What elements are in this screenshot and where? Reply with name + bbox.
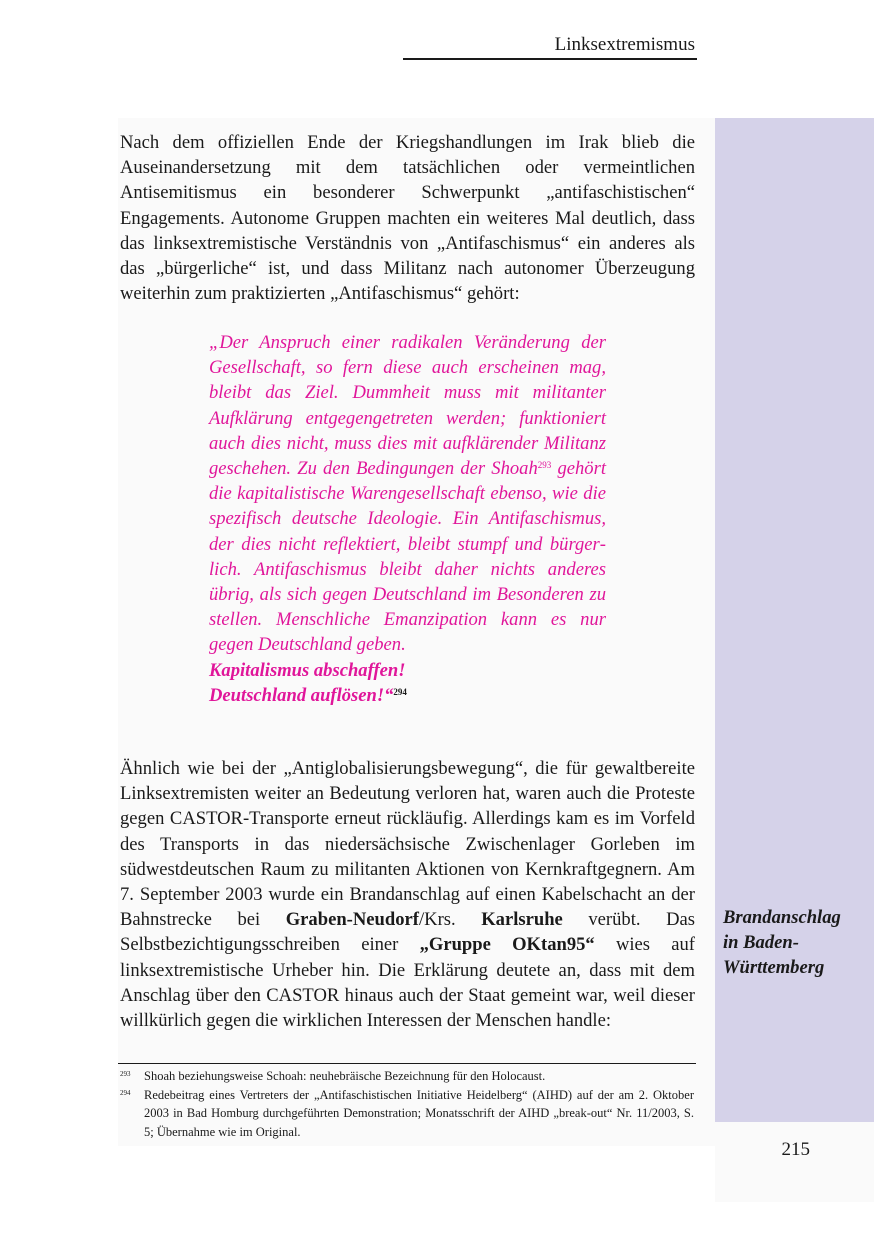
footnote-number: 294 bbox=[120, 1088, 131, 1097]
paragraph-2-text-1: Ähnlich wie bei der „Antiglobalisierungsbewegung“, die für gewaltbereite Linksextremisten weiter an Bedeutung verloren hat, waren auch die Proteste gegen CASTOR-Transporte erneut rückläufig. Allerdings kam es im Vorfeld des Transports in das niedersächsische Zwischenlager Gorleben im südwestdeutschen Raum zu militanten Aktionen von Kernkraftgegnern. Am 7. September 2003 wurde ein Brandanschlag auf einen Kabelschacht an der Bahnstrecke bei bbox=[120, 758, 695, 931]
quote-slogan-1: Kapitalismus abschaffen! bbox=[209, 659, 406, 681]
footnote-text: Shoah beziehungsweise Schoah: neuhebräische Bezeichnung für den Holocaust. bbox=[144, 1069, 546, 1083]
margin-note-line-1: Brandanschlag bbox=[723, 907, 841, 928]
footnote-rule bbox=[118, 1063, 696, 1064]
place-karlsruhe: Karlsruhe bbox=[481, 909, 563, 931]
footnote-text: Redebeitrag eines Vertreters der „Antifaschistischen Initiative Heidelberg“ (AIHD) auf der am 2. Oktober 2003 in Bad Homburg durchgeführten Demonstration; Monatsschrift der AIHD „break-out“ Nr. 11/2003, S. 5; Übernahme wie im Original. bbox=[144, 1087, 694, 1139]
paragraph-2 bbox=[120, 756, 695, 1033]
page-number-box bbox=[715, 1122, 874, 1202]
header-rule bbox=[403, 58, 697, 60]
quote-slogan-2-line bbox=[209, 683, 606, 708]
footnotes bbox=[120, 1067, 694, 1141]
margin-note-line-3: Württemberg bbox=[723, 957, 825, 978]
footnote-294 bbox=[120, 1086, 694, 1142]
running-header: Linksextremismus bbox=[554, 34, 695, 55]
footnote-number: 293 bbox=[120, 1070, 131, 1078]
quote-text-2: gehört die kapitalistische Warengesellschaft ebenso, wie die spezifisch deutsche Ideologie. Ein Antifaschismus, der dies nicht reflektiert, bleibt stumpf und bürgerlich. Antifaschismus bleibt daher nichts anderes übrig, als sich gegen Deutschland im Besonderen zu stellen. Menschliche Emanzipation kann es nur gegen Deutschland geben. bbox=[209, 458, 606, 656]
paragraph-1: Nach dem offiziellen Ende der Kriegshandlungen im Irak blieb die Auseinandersetzung mit dem tatsächlichen oder vermeintlichen Antisemitismus ein besonderer Schwerpunkt „antifaschistischen“ Engagements. Autonome Gruppen machten ein weiteres Mal deutlich, dass das linksextremistische Verständnis von „Antifaschismus“ ein anderes als das „bürgerliche“ ist, und dass Militanz nach autonomer Überzeugung weiterhin zum praktizierten „Antifaschismus“ gehört: bbox=[120, 132, 695, 305]
margin-note bbox=[723, 905, 868, 980]
place-graben-neudorf: Graben-Neudorf bbox=[285, 909, 419, 931]
footnote-ref-293[interactable]: 293 bbox=[537, 460, 552, 471]
paragraph-2-text-3: verübt. Das Selbstbezichtigungsschreiben einer bbox=[120, 909, 695, 956]
margin-note-line-2: in Baden- bbox=[723, 932, 799, 953]
block-quote bbox=[209, 330, 606, 708]
footnote-ref-294[interactable]: 294 bbox=[393, 686, 407, 697]
group-oktan95: „Gruppe OKtan95“ bbox=[419, 934, 595, 956]
quote-text-1: „Der Anspruch einer radikalen Veränderung der Gesellschaft, so fern diese auch erscheinen mag, bleibt das Ziel. Dummheit muss mit militanter Aufklärung entgegengetreten werden; funktioniert auch dies nicht, muss dies mit aufklärender Militanz geschehen. Zu den Bedingungen der Shoah bbox=[209, 332, 606, 480]
paragraph-2-text-4: wies auf linksextremistische Urheber hin. Die Erklärung deutete an, dass mit dem Anschlag über den CASTOR hinaus auch der Staat gemeint war, weil dieser willkürlich gegen die wirklichen Interessen der Menschen handle: bbox=[120, 934, 695, 1032]
page-number: 215 bbox=[781, 1139, 810, 1160]
paragraph-2-text-2: /Krs. bbox=[418, 909, 482, 931]
quote-slogan-2: Deutschland auflösen!“ bbox=[209, 684, 394, 706]
footnote-293 bbox=[120, 1067, 694, 1086]
